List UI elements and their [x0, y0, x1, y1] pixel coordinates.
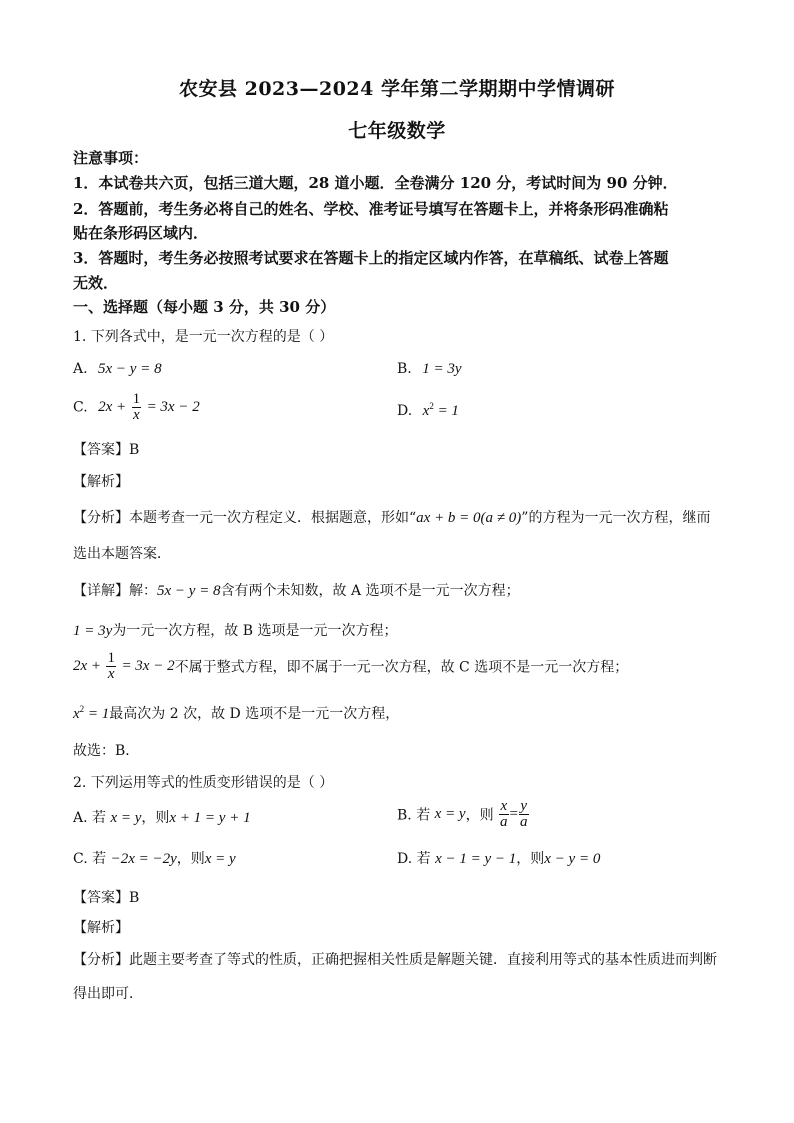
detail-c-pre: 2x +	[73, 658, 102, 674]
q1-option-b	[397, 361, 461, 378]
q1-detail-line-b	[73, 620, 397, 640]
base: x	[422, 403, 430, 419]
option-c-condition: −2x = −2y	[110, 851, 177, 867]
notice-item-3-line-2: 无效．	[73, 274, 119, 292]
option-c-mid: ，则	[176, 851, 205, 867]
q1-answer: 【答案】B	[73, 442, 140, 458]
option-label: B. 若	[397, 807, 431, 824]
option-c-result: x = y	[204, 851, 236, 867]
q2-fenxi-line-2: 得出即可．	[73, 986, 143, 1002]
option-b-mid: ，则	[465, 807, 494, 824]
rhs: = 1	[437, 403, 459, 419]
question-1-stem: 1. 下列各式中，是一元一次方程的是（ ）	[73, 329, 334, 345]
option-b-fraction-right	[519, 799, 529, 830]
option-d-expression	[423, 403, 459, 419]
notice-item-1: 1．本试卷共六页，包括三道大题，28 道小题．全卷满分 120 分，考试时间为 90 分钟．	[73, 174, 678, 192]
option-d-mid: ，则	[516, 851, 545, 867]
fraction-denominator: a	[520, 814, 528, 830]
option-b-fraction-left	[499, 799, 509, 830]
option-label: D.	[397, 403, 413, 419]
option-b-condition: x = y	[434, 806, 466, 822]
q2-analysis-heading: 【解析】	[73, 920, 129, 936]
question-2-stem: 2. 下列运用等式的性质变形错误的是（ ）	[73, 775, 334, 791]
option-label: C.	[73, 399, 88, 416]
option-label: A.	[73, 361, 88, 377]
q2-fenxi-line-1: 【分析】此题主要考查了等式的性质，正确把握相关性质是解题关键．直接利用等式的基本性质进而判断	[73, 952, 717, 968]
notice-heading: 注意事项：	[73, 149, 149, 167]
fraction-denominator: x	[107, 666, 115, 682]
option-label: D. 若	[397, 851, 431, 867]
detail-c-text: 不属于整式方程，即不属于一元一次方程，故 C 选项不是一元一次方程；	[174, 659, 629, 676]
notice-item-2-line-2: 贴在条形码区域内．	[73, 224, 209, 242]
option-a-mid: ，则	[141, 810, 170, 826]
option-c-fraction	[132, 392, 142, 423]
detail-d-expression	[73, 706, 109, 722]
option-b-expression: 1 = 3y	[422, 361, 462, 377]
q1-option-a	[73, 361, 162, 378]
fraction-numerator: y	[520, 798, 528, 814]
q1-fenxi-line-1	[73, 507, 710, 527]
exam-title: 农安县 2023—2024 学年第二学期期中学情调研	[179, 78, 615, 100]
fraction-numerator: x	[500, 798, 508, 814]
q2-option-b	[397, 799, 530, 830]
notice-item-2-line-1: 2．答题前，考生务必将自己的姓名、学校、准考证号填写在答题卡上，并将条形码准确粘	[73, 200, 669, 218]
option-label: A. 若	[73, 810, 107, 826]
detail-d-text: 最高次为 2 次，故 D 选项不是一元一次方程，	[109, 706, 400, 722]
base: x	[73, 706, 80, 722]
exam-subtitle: 七年级数学	[348, 120, 446, 142]
fraction-numerator: 1	[107, 650, 115, 666]
option-d-condition: x − 1 = y − 1	[435, 851, 517, 867]
q2-answer: 【答案】B	[73, 890, 140, 906]
option-c-pre: 2x +	[98, 399, 127, 415]
q1-analysis-heading: 【解析】	[73, 474, 129, 490]
option-label: C. 若	[73, 851, 107, 867]
q1-option-d	[397, 401, 459, 420]
option-a-result: x + 1 = y + 1	[169, 810, 251, 826]
detail-c-post: = 3x − 2	[121, 658, 175, 674]
option-c-post: = 3x − 2	[146, 399, 200, 415]
fenxi-text-b: ”的方程为一元一次方程，继而	[521, 510, 711, 526]
detail-b-text: 为一元一次方程，故 B 选项是一元一次方程；	[112, 623, 398, 639]
q1-detail-line-c	[73, 651, 628, 682]
q1-detail-line-a	[73, 580, 520, 600]
exponent: 2	[79, 704, 85, 714]
fenxi-expression: ax + b = 0(a ≠ 0)	[416, 510, 522, 526]
fraction-denominator: x	[133, 407, 140, 423]
rhs: = 1	[87, 706, 110, 722]
q2-option-a	[73, 807, 251, 827]
detail-text: 含有两个未知数，故 A 选项不是一元一次方程；	[220, 583, 520, 599]
q2-option-d	[397, 848, 600, 868]
option-label: B.	[397, 361, 412, 377]
q1-detail-line-d	[73, 703, 399, 723]
option-a-expression: 5x − y = 8	[98, 361, 162, 377]
exponent: 2	[429, 401, 434, 411]
q1-fenxi-line-2: 选出本题答案．	[73, 546, 171, 562]
fraction-denominator: a	[500, 814, 508, 830]
q1-option-c	[73, 392, 200, 423]
option-d-result: x − y = 0	[544, 851, 601, 867]
detail-prefix: 【详解】解：	[73, 583, 157, 599]
option-a-condition: x = y	[110, 810, 142, 826]
option-b-equals: =	[509, 806, 519, 822]
detail-c-fraction	[106, 651, 116, 682]
fraction-numerator: 1	[132, 391, 141, 407]
detail-expression: 5x − y = 8	[157, 583, 221, 599]
q1-conclusion: 故选：B．	[73, 743, 140, 759]
section-heading: 一、选择题（每小题 3 分，共 30 分）	[73, 298, 336, 316]
detail-b-expression: 1 = 3y	[73, 623, 113, 639]
notice-item-3-line-1: 3．答题时，考生务必按照考试要求在答题卡上的指定区域内作答，在草稿纸、试卷上答题	[73, 249, 669, 267]
fenxi-text-a: 【分析】本题考查一元一次方程定义．根据题意，形如“	[73, 510, 417, 526]
q2-option-c	[73, 848, 236, 868]
